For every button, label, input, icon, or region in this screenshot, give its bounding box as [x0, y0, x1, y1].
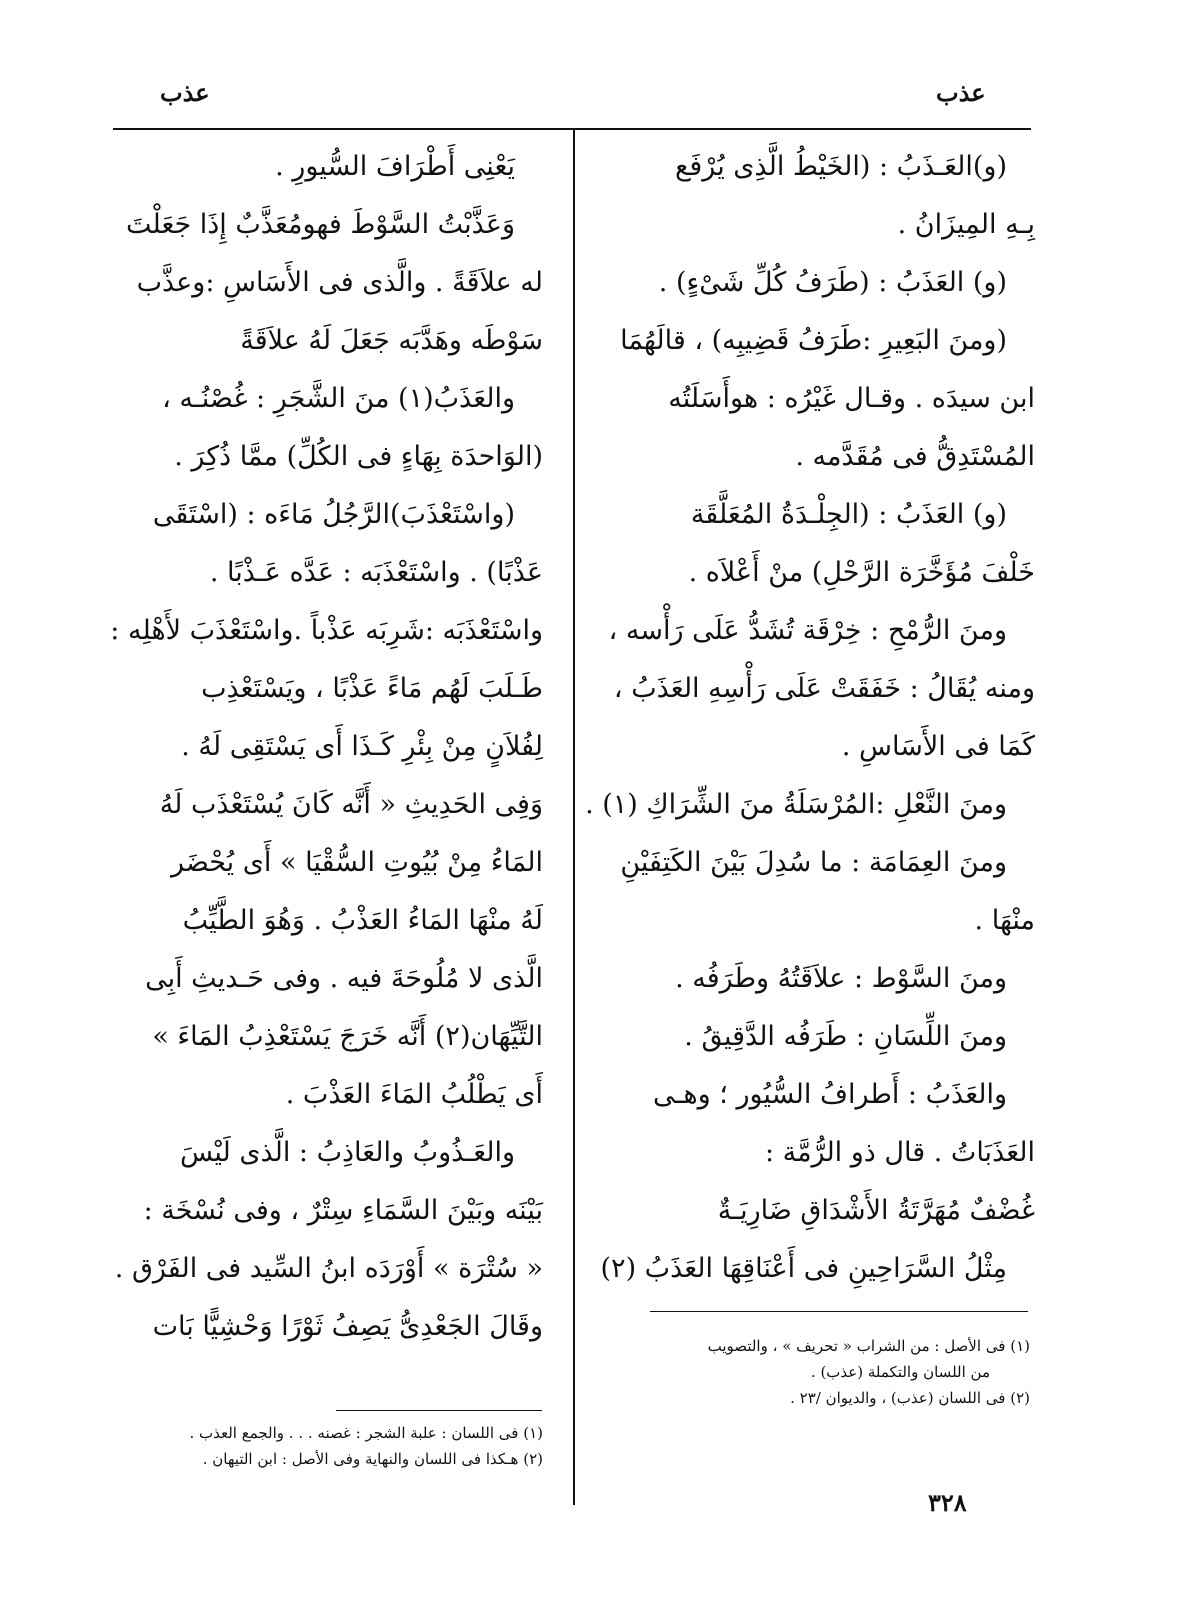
text-line: والعَذَبُ : أَطرافُ السُّيُور ؛ وهـى [653, 1079, 1007, 1110]
text-line: ومنَ الرُّمْحِ : خِرْقَة تُشَدُّ عَلَى رَأْسه ، [608, 615, 1007, 646]
text-line: وَفِى الحَدِيثِ « أَنَّه كَانَ يُسْتَعْذَب لَهُ [159, 789, 543, 820]
left-column [110, 138, 543, 1356]
text-line: بَيْنَه وبَيْنَ السَّمَاءِ سِتْرٌ ، وفى نُسْخَة : [143, 1195, 543, 1226]
verse-line-2: مِثْلُ السَّرَاحِينِ فى أَعْنَاقِهَا العَذَبُ (٢) [600, 1253, 1007, 1284]
text-line: (و) العَذَبُ : (طَرَفُ كُلِّ شَىْءٍ) . [658, 267, 1007, 298]
footnote-1: (١) فى الأصل : من الشراب « تحريف » ، والتصويب [707, 1337, 1030, 1355]
text-line: ومنه يُقَالُ : خَفَقَتْ عَلَى رَأْسِهِ العَذَبُ ، [613, 673, 1035, 704]
text-line: العَذَبَاتُ . قال ذو الرُّمَّة : [764, 1137, 1035, 1168]
text-line: طَـلَبَ لَهُم مَاءً عَذْبًا ، ويَسْتَعْذِب [201, 673, 543, 704]
footnote-rule-left [336, 1410, 542, 1411]
text-line: ومنَ النَّعْلِ :المُرْسَلَةُ منَ الشِّرَاكِ (١) . [585, 789, 1007, 820]
running-head-left: عذب [160, 78, 210, 107]
header-rule [113, 128, 1031, 130]
text-line: وقَالَ الجَعْدِىُّ يَصِفُ ثَوْرًا وَحْشِيًّا بَات [152, 1311, 543, 1342]
text-line: كَمَا فى الأَسَاسِ . [841, 731, 1035, 762]
footnote-1: (١) فى اللسان : علبة الشجر : غصنه . . . والجمع العذب . [189, 1424, 543, 1442]
page-number: ٣٢٨ [928, 1488, 967, 1517]
text-line: والعَـذُوبُ والعَاذِبُ : الَّذى لَيْسَ [179, 1137, 515, 1168]
text-line: سَوْطَه وهَدَّبَه جَعَلَ لَهُ علاَقَةً [240, 325, 543, 356]
footnote-2: (٢) فى اللسان (عذب) ، والديوان /٢٣ . [790, 1389, 1030, 1407]
text-line: أَى يَطْلُبُ المَاءَ العَذْبَ . [285, 1079, 543, 1110]
text-line: (و)العَـذَبُ : (الخَيْطُ الَّذِى يُرْفَع [675, 151, 1007, 182]
text-line: المُسْتَدِقُّ فى مُقَدَّمه . [795, 441, 1035, 472]
text-line: واسْتَعْذَبَه :شَرِبَه عَذْباً .واسْتَعْذَبَ لأَهْلِه : [110, 615, 543, 646]
right-column [585, 138, 1035, 1298]
footnote-1-continued: من اللسان والتكملة (عذب) . [810, 1363, 990, 1381]
running-head-right: عذب [936, 78, 986, 107]
text-line: ومنَ اللِّسَانِ : طَرَفُه الدَّقِيقُ . [684, 1021, 1007, 1052]
text-line: ومنَ السَّوْط : علاَقَتُهُ وطَرَفُه . [675, 963, 1007, 994]
text-line: وَعَذَّبْتُ السَّوْطَ فهومُعَذَّبٌ إِذَا جَعَلْتَ [126, 209, 515, 240]
text-line: (ومنَ البَعِيرِ :طَرَفُ قَضِيبِه) ، قالَهُمَا [620, 325, 1007, 356]
text-line: الَّذى لا مُلُوحَةَ فيه . وفى حَـديثِ أَبِى [145, 963, 543, 994]
text-line: يَعْنِى أَطْرَافَ السُّيورِ . [275, 151, 515, 182]
text-line: « سُتْرَة » أَوْرَدَه ابنُ السِّيد فى الفَرْق . [114, 1253, 543, 1284]
text-line: ابن سيدَه . وقـال غَيْرُه : هوأَسَلَتُه [668, 383, 1035, 414]
text-line: لِفُلاَنٍ مِنْ بِئْرِ كَـذَا أَى يَسْتَقِى لَهُ . [181, 731, 543, 762]
text-line: منْهَا . [974, 905, 1035, 936]
footnotes-right [600, 1333, 1030, 1411]
footnote-2: (٢) هـكذا فى اللسان والنهاية وفى الأصل : ابن التيهان . [202, 1450, 543, 1468]
text-line: (و) العَذَبُ : (الجِلْـدَةُ المُعَلَّقَة [690, 499, 1007, 530]
column-divider [573, 130, 575, 1505]
text-line: عَذْبًا) . واسْتَعْذَبَه : عَدَّه عَـذْبًا . [209, 557, 543, 588]
text-line: (واسْتَعْذَبَ)الرَّجُلُ مَاءَه : (اسْتَقَى [152, 499, 515, 530]
text-line: لَهُ منْهَا المَاءُ العَذْبُ . وَهُوَ الطَّيِّبُ [182, 905, 543, 936]
text-line: المَاءُ مِنْ بُيُوتِ السُّقْيَا » أَى يُحْضَر [170, 847, 543, 878]
text-line: والعَذَبُ(١) منَ الشَّجَرِ : غُصْنُـه ، [162, 383, 515, 414]
text-line: (الوَاحدَة بِهَاءٍ فى الكُلِّ) ممَّا ذُكِرَ . [174, 441, 543, 472]
text-line: خَلْفَ مُؤَخَّرَة الرَّحْلِ) منْ أَعْلاَه . [688, 557, 1035, 588]
text-line: بِـهِ المِيزَانُ . [897, 209, 1035, 240]
text-line: ومنَ العِمَامَة : ما سُدِلَ بَيْنَ الكَتِفَيْنِ [620, 847, 1007, 878]
text-line: التَّيِّهَان(٢) أَنَّه خَرَجَ يَسْتَعْذِبُ المَاءَ » [152, 1021, 543, 1052]
verse-underline [650, 1311, 1028, 1312]
footnotes-left [113, 1420, 543, 1472]
verse-line-1: غُضْفٌ مُهَرَّتَةُ الأَشْدَاقِ ضَارِيَـةٌ [717, 1195, 1035, 1226]
text-line: له علاَقَةً . والَّذى فى الأَسَاسِ :وعذَّب [136, 267, 543, 298]
